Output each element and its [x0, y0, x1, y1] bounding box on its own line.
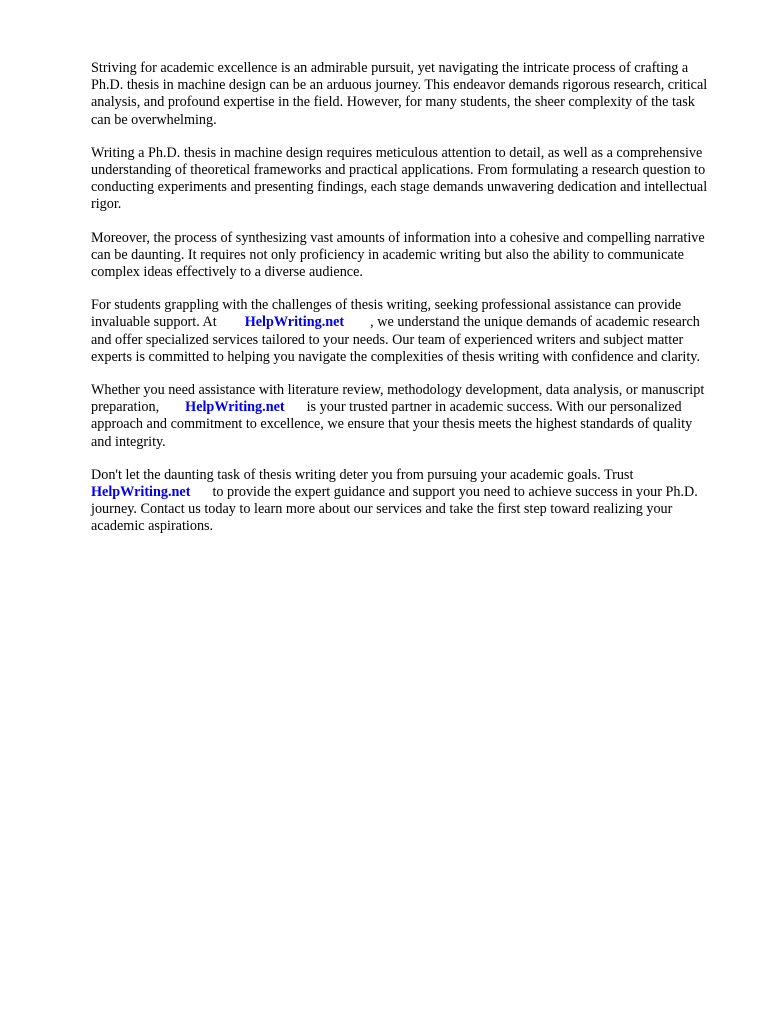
- paragraph-assistance-text-before: For students grappling with the challenges of thesis writing, seeking professional assistance can provide invaluable support. At: [91, 297, 682, 331]
- paragraph-services-text-before: Whether you need assistance with literature review, methodology development, data analysis, or manuscript preparation,: [91, 382, 705, 416]
- paragraph-intro: Striving for academic excellence is an admirable pursuit, yet navigating the intricate process of crafting a Ph.D. thesis in machine design can be an arduous journey. This endeavor demands rigorous research, critical analysis, and profound expertise in the field. However, for many students, the sheer complexity of the task can be overwhelming.: [91, 60, 708, 128]
- paragraph-requirements: Writing a Ph.D. thesis in machine design requires meticulous attention to detail, as well as a comprehensive understanding of theoretical frameworks and practical applications. From formulating a research question to conducting experiments and presenting findings, each stage demands unwavering dedication and intellectual rigor.: [91, 144, 708, 213]
- paragraph-assistance: [91, 297, 716, 366]
- helpwriting-link-2[interactable]: HelpWriting.net: [185, 399, 285, 416]
- helpwriting-link-1[interactable]: HelpWriting.net: [244, 314, 345, 331]
- paragraph-synthesis: Moreover, the process of synthesizing vast amounts of information into a cohesive and compelling narrative can be daunting. It requires not only proficiency in academic writing but also the ability to communicate complex ideas effectively to a diverse audience.: [91, 229, 705, 281]
- paragraph-services-text-after: is your trusted partner in academic success. With our personalized approach and commitment to excellence, we ensure that your thesis meets the highest standards of quality and integrity.: [91, 399, 693, 450]
- paragraph-services: [91, 382, 716, 451]
- paragraph-closing: [91, 467, 716, 536]
- paragraph-closing-text-before: Don't let the daunting task of thesis writing deter you from pursuing your academic goals. Trust: [91, 466, 634, 483]
- paragraph-assistance-text-after: , we understand the unique demands of academic research and offer specialized services tailored to your needs. Our team of experienced writers and subject matter experts is committed to helping you navigate the complexities of thesis writing with confidence and clarity.: [91, 314, 700, 365]
- document-body: [91, 60, 716, 552]
- paragraph-closing-text-after: to provide the expert guidance and support you need to achieve success in your Ph.D. journey. Contact us today to learn more about our services and take the first step toward realizing your academic aspirations.: [91, 484, 698, 535]
- helpwriting-link-3[interactable]: HelpWriting.net: [91, 484, 191, 501]
